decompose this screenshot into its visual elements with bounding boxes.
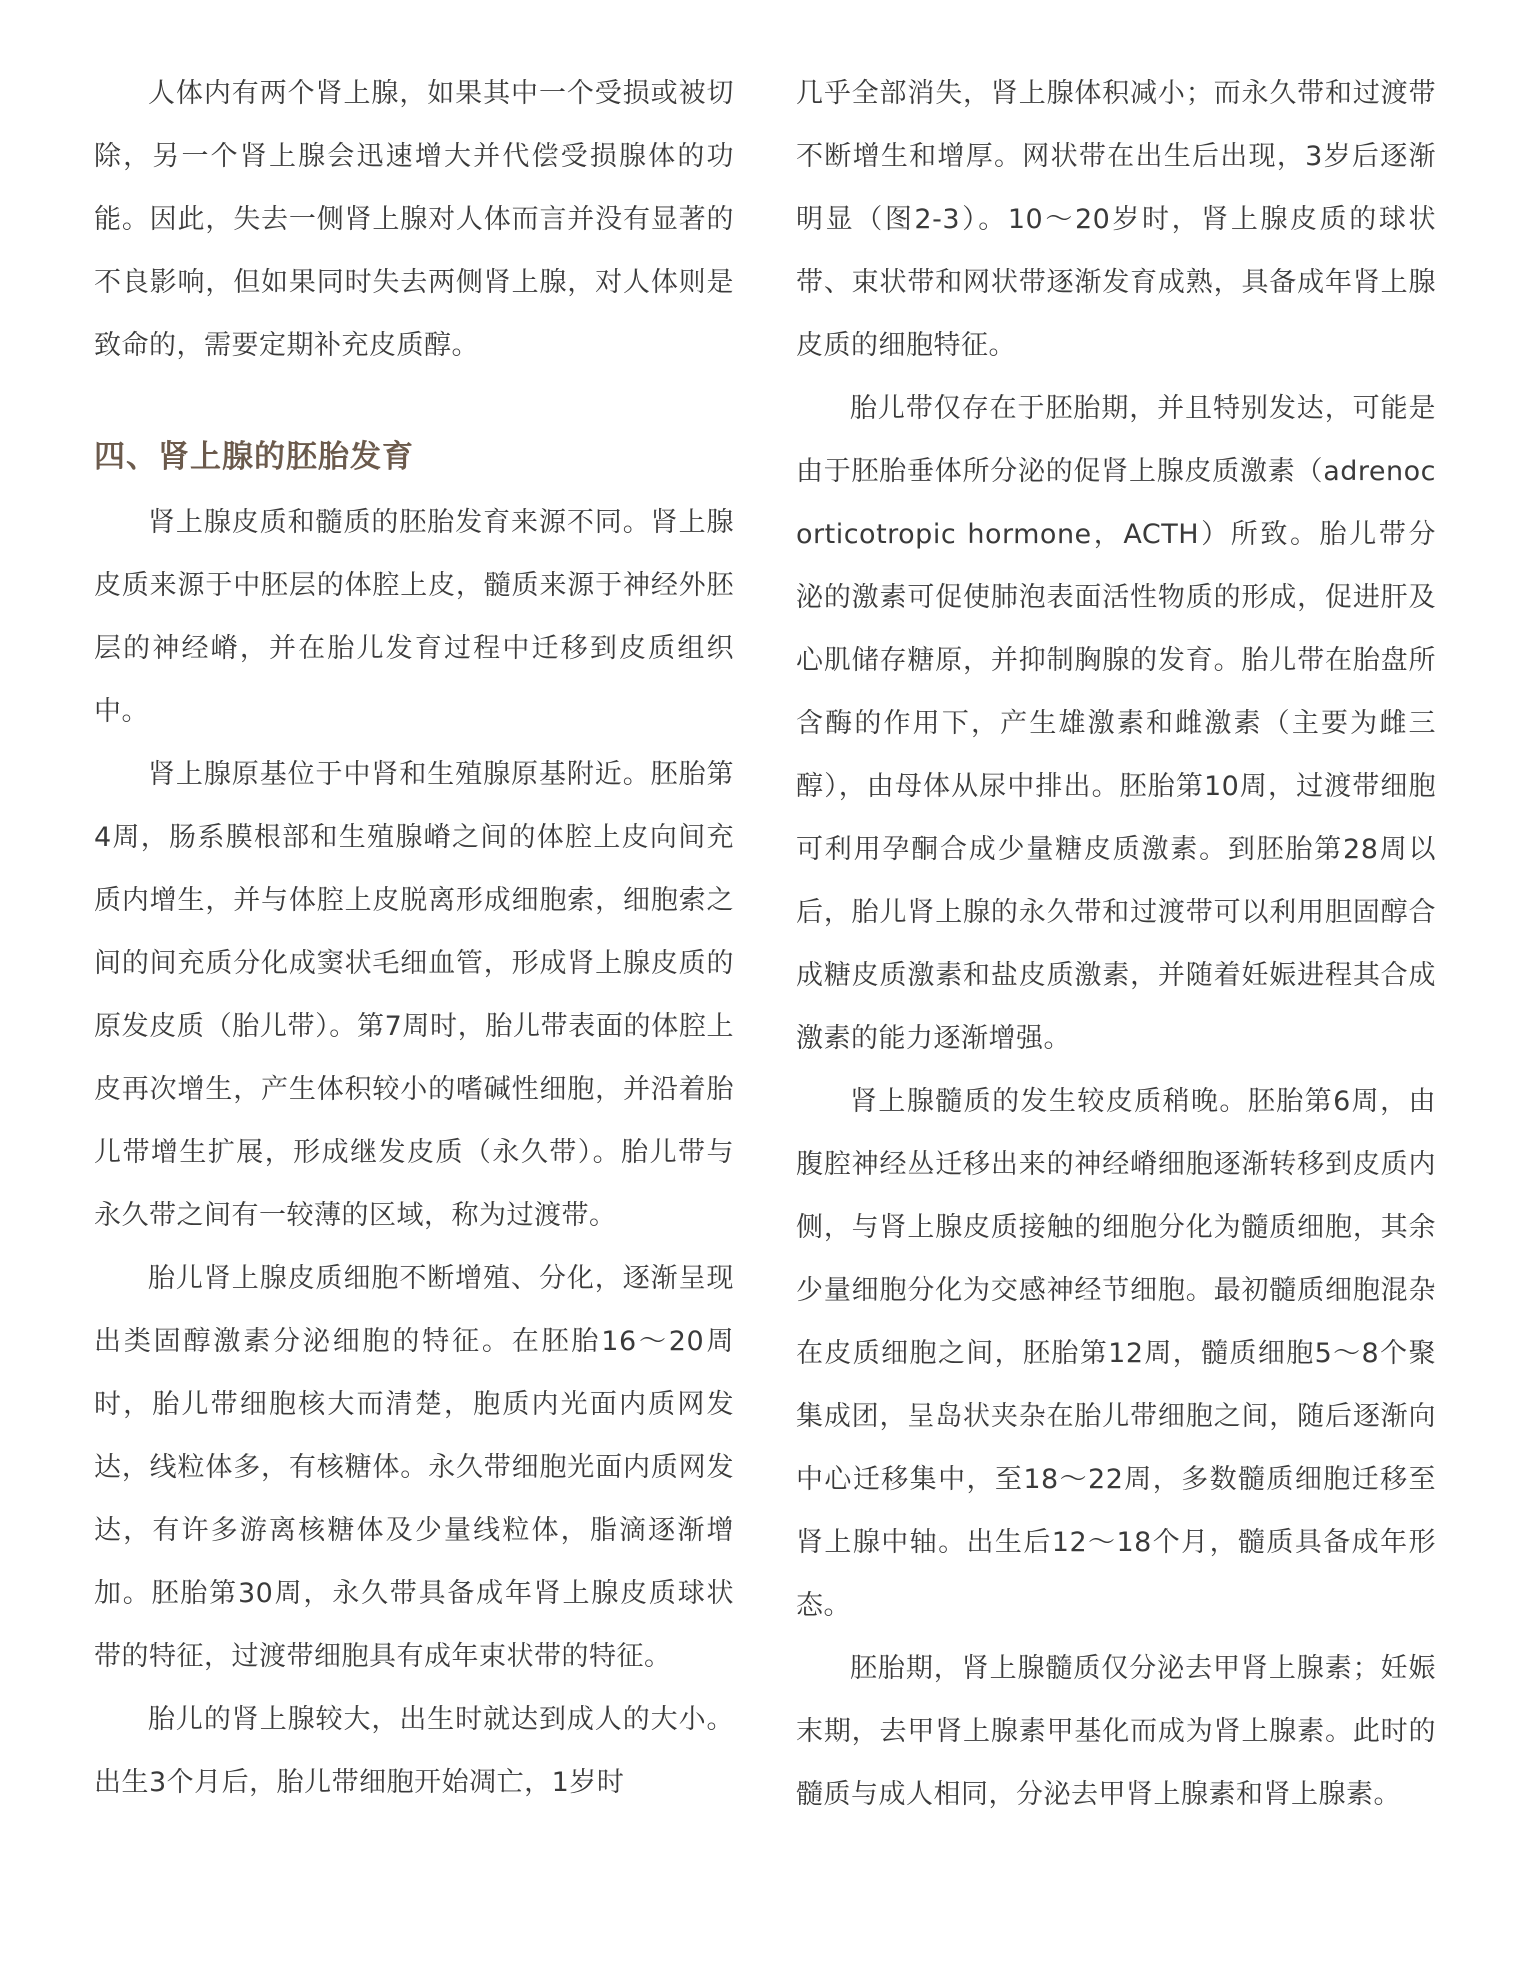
paragraph-adrenal-compensation: 人体内有两个肾上腺，如果其中一个受损或被切除，另一个肾上腺会迅速增大并代偿受损腺体的功能。因此，失去一侧肾上腺对人体而言并没有显著的不良影响，但如果同时失去两侧肾上腺，对人体则是致命的，需要定期补充皮质醇。	[94, 78, 734, 361]
paragraph-fetal-cortex-differentiation: 胎儿肾上腺皮质细胞不断增殖、分化，逐渐呈现出类固醇激素分泌细胞的特征。在胚胎16～20周时，胎儿带细胞核大而清楚，胞质内光面内质网发达，线粒体多，有核糖体。永久带细胞光面内质网发达，有许多游离核糖体及少量线粒体，脂滴逐渐增加。胚胎第30周，永久带具备成年肾上腺皮质球状带的特征，过渡带细胞具有成年束状带的特征。	[94, 1263, 734, 1672]
right-column	[796, 62, 1436, 1826]
section-heading-embryonic-development: 四、肾上腺的胚胎发育	[94, 439, 414, 475]
paragraph-fetal-zone: 胎儿带仅存在于胚胎期，并且特别发达，可能是由于胚胎垂体所分泌的促肾上腺皮质激素（adrenocorticotropic hormone，ACTH）所致。胎儿带分泌的激素可促使肺泡表面活性物质的形成，促进肝及心肌储存糖原，并抑制胸腺的发育。胎儿带在胎盘所含酶的作用下，产生雄激素和雌激素（主要为雌三醇），由母体从尿中排出。胚胎第10周，过渡带细胞可利用孕酮合成少量糖皮质激素。到胚胎第28周以后，胎儿肾上腺的永久带和过渡带可以利用胆固醇合成糖皮质激素和盐皮质激素，并随着妊娠进程其合成激素的能力逐渐增强。	[796, 393, 1436, 1054]
paragraph-primordium: 肾上腺原基位于中肾和生殖腺原基附近。胚胎第4周，肠系膜根部和生殖腺嵴之间的体腔上皮向间充质内增生，并与体腔上皮脱离形成细胞索，细胞索之间的间充质分化成窦状毛细血管，形成肾上腺皮质的原发皮质（胎儿带）。第7周时，胎儿带表面的体腔上皮再次增生，产生体积较小的嗜碱性细胞，并沿着胎儿带增生扩展，形成继发皮质（永久带）。胎儿带与永久带之间有一较薄的区域，称为过渡带。	[94, 759, 734, 1231]
paragraph-fetal-adrenal-size: 胎儿的肾上腺较大，出生时就达到成人的大小。出生3个月后，胎儿带细胞开始凋亡，1岁时	[94, 1704, 734, 1798]
paragraph-medulla-development: 肾上腺髓质的发生较皮质稍晚。胚胎第6周，由腹腔神经丛迁移出来的神经嵴细胞逐渐转移到皮质内侧，与肾上腺皮质接触的细胞分化为髓质细胞，其余少量细胞分化为交感神经节细胞。最初髓质细胞混杂在皮质细胞之间，胚胎第12周，髓质细胞5～8个聚集成团，呈岛状夹杂在胎儿带细胞之间，随后逐渐向中心迁移集中，至18～22周，多数髓质细胞迁移至肾上腺中轴。出生后12～18个月，髓质具备成年形态。	[796, 1086, 1436, 1621]
paragraph-medulla-secretion: 胚胎期，肾上腺髓质仅分泌去甲肾上腺素；妊娠末期，去甲肾上腺素甲基化而成为肾上腺素。此时的髓质与成人相同，分泌去甲肾上腺素和肾上腺素。	[796, 1653, 1436, 1810]
paragraph-postnatal-changes: 几乎全部消失，肾上腺体积减小；而永久带和过渡带不断增生和增厚。网状带在出生后出现，3岁后逐渐明显（图2-3）。10～20岁时，肾上腺皮质的球状带、束状带和网状带逐渐发育成熟，具备成年肾上腺皮质的细胞特征。	[796, 78, 1436, 361]
paragraph-origin: 肾上腺皮质和髓质的胚胎发育来源不同。肾上腺皮质来源于中胚层的体腔上皮，髓质来源于神经外胚层的神经嵴，并在胎儿发育过程中迁移到皮质组织中。	[94, 507, 734, 727]
left-column	[94, 62, 734, 1814]
